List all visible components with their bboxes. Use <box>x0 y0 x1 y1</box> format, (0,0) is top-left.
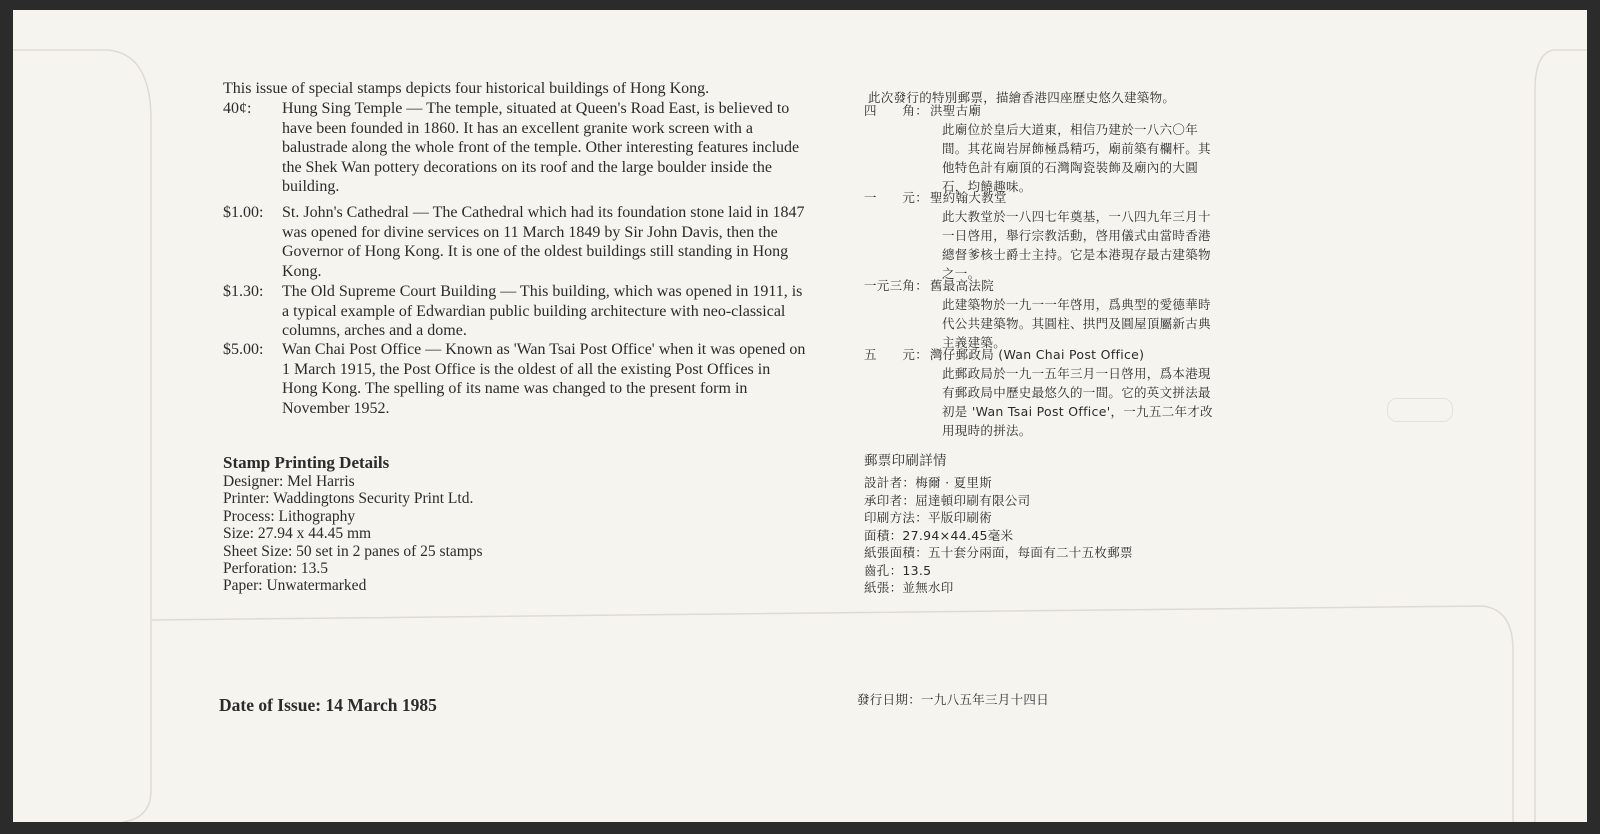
chinese-printing-details <box>864 452 1264 597</box>
detail-paper: Paper: Unwatermarked <box>223 577 367 595</box>
item-price: 一 元： <box>864 190 929 205</box>
item-description: 此建築物於一九一一年啓用，爲典型的愛德華時代公共建築物。其圓柱、拱門及圓屋頂屬新古典主義建築。 <box>942 297 1211 350</box>
detail-process: Process: Lithography <box>223 507 356 525</box>
detail-sheet-size: Sheet Size: 50 set in 2 panes of 25 stamps <box>223 542 483 560</box>
item-price: 五 元： <box>864 347 929 362</box>
details-heading: 郵票印刷詳情 <box>864 453 947 469</box>
envelope-back <box>13 10 1587 822</box>
item-description: St. John's Cathedral — The Cathedral which had its foundation stone laid in 1847 was opened for divine services on 11 March 1849 by Sir John Davis, then the Governor of Hong Kong. It is one of the oldest buildings still standing in Hong Kong. <box>282 204 805 280</box>
faint-postmark <box>1387 398 1453 422</box>
item-price: 四 角： <box>864 103 929 118</box>
item-price: $1.30: <box>223 283 264 300</box>
item-name: 洪聖古廟 <box>930 103 982 118</box>
item-price: $1.00: <box>223 204 264 221</box>
stamp-printing-details <box>223 453 643 595</box>
detail-printer: Printer: Waddingtons Security Print Ltd. <box>223 490 474 508</box>
details-heading: Stamp Printing Details <box>223 453 390 472</box>
detail-sheet-size: 紙張面積：五十套分兩面，每面有二十五枚郵票 <box>864 545 1133 560</box>
detail-size: 面積：27.94×44.45毫米 <box>864 527 1014 543</box>
item-description: The Old Supreme Court Building — This building, which was opened in 1911, is a typical example of Edwardian public building architecture with neo-classical columns, arches and a dome. <box>282 283 803 339</box>
item-description: 此大教堂於一八四七年奠基，一八四九年三月十一日啓用，舉行宗教活動，啓用儀式由當時香港總督爹核士爵士主持。它是本港現存最古建築物之一。 <box>942 209 1211 281</box>
item-price: 40¢: <box>223 100 252 117</box>
detail-designer: Designer: Mel Harris <box>223 473 355 490</box>
item-description: 此廟位於皇后大道東，相信乃建於一八六〇年間。其花崗岩屏飾極爲精巧，廟前築有欄杆。其他特色計有廟頂的石灣陶瓷裝飾及廟內的大圓石，均饒趣味。 <box>942 122 1211 194</box>
date-of-issue-chinese: 發行日期：一九八五年三月十四日 <box>857 692 1050 707</box>
date-of-issue-english: Date of Issue: 14 March 1985 <box>219 695 437 715</box>
detail-designer: 設計者：梅爾 · 夏里斯 <box>864 475 993 490</box>
detail-paper: 紙張：並無水印 <box>864 580 954 595</box>
item-description: Wan Chai Post Office — Known as 'Wan Tsai Post Office' when it was opened on 1 March 1915, the Post Office is the oldest of all the existing Post Offices in Hong Kong. The spelling of its name was changed to the present form in November 1952. <box>282 341 806 417</box>
item-description: Hung Sing Temple — The temple, situated at Queen's Road East, is believed to have been founded in 1860. It has an excellent granite work screen with a balustrade along the whole front of the temple. Other interesting features include the Shek Wan pottery decorations on its roof and the large boulder inside the building. <box>282 100 800 195</box>
detail-process: 印刷方法：平版印刷術 <box>864 510 993 525</box>
detail-perforation: 齒孔：13.5 <box>864 562 932 578</box>
detail-printer: 承印者：屈達頓印刷有限公司 <box>864 492 1031 508</box>
item-name: 聖約翰大教堂 <box>930 190 1007 205</box>
detail-size: Size: 27.94 x 44.45 mm <box>223 525 372 543</box>
english-intro: This issue of special stamps depicts four historical buildings of Hong Kong. <box>223 80 710 97</box>
detail-perforation: Perforation: 13.5 <box>223 560 329 578</box>
item-price: 一元三角： <box>864 278 929 293</box>
item-name: 灣仔郵政局 (Wan Chai Post Office) <box>930 347 1145 362</box>
item-price: $5.00: <box>223 341 264 358</box>
chinese-intro: 此次發行的特別郵票，描繪香港四座歷史悠久建築物。 <box>868 90 1176 105</box>
item-name: 舊最高法院 <box>930 278 995 293</box>
item-description: 此郵政局於一九一五年三月一日啓用，爲本港現有郵政局中歷史最悠久的一間。它的英文拼法最初是 'Wan Tsai Post Office'，一九五二年才改用現時的拼法。 <box>942 366 1213 438</box>
